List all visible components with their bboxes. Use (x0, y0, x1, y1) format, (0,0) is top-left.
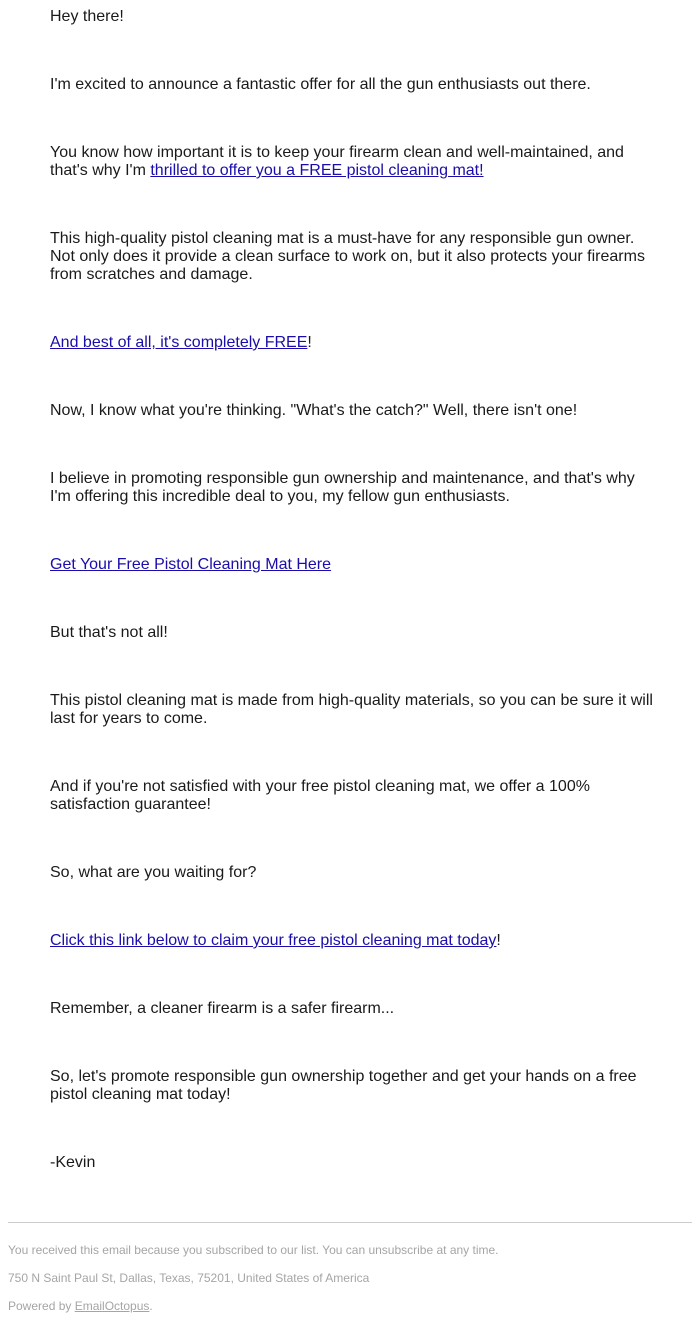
claim-paragraph (50, 932, 660, 950)
completely-free-exclaim: ! (307, 334, 312, 351)
footer-divider (8, 1222, 692, 1223)
claim-mat-link[interactable]: Click this link below to claim your free pistol cleaning mat today (50, 932, 497, 949)
cta-paragraph (50, 556, 660, 574)
waiting-paragraph: So, what are you waiting for? (50, 864, 257, 881)
responsible-ownership-paragraph: I believe in promoting responsible gun ownership and maintenance, and that's why I'm offering this incredible deal to you, my fellow gun enthusiasts. (50, 470, 635, 505)
sender-address: 750 N Saint Paul St, Dallas, Texas, 75201, United States of America (8, 1271, 370, 1285)
subscription-note: You received this email because you subscribed to our list. You can unsubscribe at any time. (8, 1243, 499, 1257)
closing-paragraph: So, let's promote responsible gun ownership together and get your hands on a free pistol cleaning mat today! (50, 1068, 637, 1103)
get-free-mat-link[interactable]: Get Your Free Pistol Cleaning Mat Here (50, 556, 332, 573)
guarantee-paragraph: And if you're not satisfied with your free pistol cleaning mat, we offer a 100% satisfaction guarantee! (50, 778, 590, 813)
offer-paragraph-text: You know how important it is to keep your firearm clean and well-maintained, and that's why I'm (50, 144, 624, 179)
offer-paragraph (50, 144, 660, 180)
free-mat-link[interactable]: thrilled to offer you a FREE pistol cleaning mat! (150, 162, 484, 179)
powered-by (8, 1299, 153, 1313)
signature: -Kevin (50, 1154, 96, 1171)
powered-by-prefix: Powered by (8, 1299, 75, 1313)
claim-exclaim: ! (496, 932, 501, 949)
materials-paragraph: This pistol cleaning mat is made from high-quality materials, so you can be sure it will last for years to come. (50, 692, 653, 727)
powered-by-suffix: . (149, 1299, 153, 1313)
no-catch-paragraph: Now, I know what you're thinking. "What's the catch?" Well, there isn't one! (50, 402, 578, 419)
product-description-paragraph: This high-quality pistol cleaning mat is a must-have for any responsible gun owner. Not only does it provide a clean surface to work on, but it also protects your firearms from scratches and damage. (50, 230, 645, 283)
emailoctopus-link[interactable]: EmailOctopus (74, 1299, 150, 1313)
intro-paragraph: I'm excited to announce a fantastic offer for all the gun enthusiasts out there. (50, 76, 591, 93)
safer-firearm-paragraph: Remember, a cleaner firearm is a safer firearm... (50, 1000, 395, 1017)
free-paragraph (50, 334, 660, 352)
completely-free-link[interactable]: And best of all, it's completely FREE (50, 334, 308, 351)
not-all-paragraph: But that's not all! (50, 624, 168, 641)
greeting-text: Hey there! (50, 8, 124, 25)
